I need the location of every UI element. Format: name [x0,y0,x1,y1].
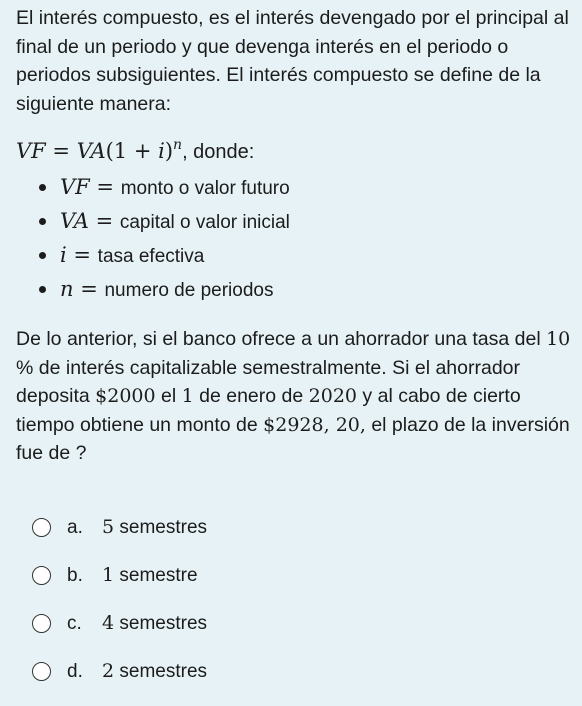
option-letter: d. [67,660,83,682]
question-part: y al cabo de cierto tiempo obtiene un monto de [16,385,521,436]
option-value: 1 [102,564,115,586]
question-day: 1 [181,385,194,407]
option-value: 5 [102,516,115,538]
formula-suffix: , donde: [182,141,255,163]
formula-lhs: VF [16,139,46,163]
question-deposit: $2000 [95,385,156,407]
radio-button-icon[interactable] [32,518,51,537]
definitions-list [16,171,572,307]
radio-button-icon[interactable] [32,566,51,585]
definition-symbol: VA [60,209,89,233]
formula-paren-open: (1 + [105,139,159,163]
option-letter: c. [67,612,82,634]
question-part: el plazo de la inversión fue de ? [16,413,570,464]
question-text [16,325,572,468]
definition-text: capital o valor inicial [119,212,290,233]
question-amount: $2928, 20, [263,413,366,436]
compound-interest-formula [16,130,572,167]
formula-paren-close: ) [164,139,174,163]
option-b[interactable] [32,552,572,600]
definition-text: monto o valor futuro [120,178,290,199]
bullet-icon [39,218,46,225]
formula-va: VA [76,139,106,163]
option-text: semestres [114,517,208,538]
definition-symbol: VF [60,175,90,199]
radio-button-icon[interactable] [32,662,51,681]
formula-math [16,139,182,163]
option-d[interactable] [32,648,572,696]
definition-equals: = [89,175,121,199]
formula-exponent: n [173,137,183,153]
formula-equals: = [45,139,77,163]
option-value: 4 [102,612,115,634]
question-part: De lo anterior, si el banco ofrece a un ahorrador una tasa del [16,328,547,350]
definition-item [60,205,572,239]
option-letter: a. [67,516,83,538]
definition-item [60,171,572,205]
option-c[interactable] [32,600,572,648]
option-text: semestres [114,661,208,682]
option-label [102,564,198,587]
definition-text: numero de periodos [104,280,274,301]
definition-item [60,273,572,307]
definition-equals: = [66,243,98,267]
option-a[interactable] [32,504,572,552]
question-year: 2020 [308,385,358,407]
option-text: semestres [114,613,208,634]
question-rate: 10 [546,328,571,350]
definition-symbol: i [60,243,67,267]
definition-text: tasa efectiva [97,246,205,267]
definition-equals: = [88,209,120,233]
question-part: % de interés capitalizable semestralmente. Si el ahorrador deposita [16,356,521,407]
bullet-icon [39,184,46,191]
answer-options [16,504,572,696]
option-text: semestre [114,565,198,586]
option-label [102,612,207,635]
option-label [102,516,207,539]
question-part: el [155,385,182,407]
bullet-icon [39,286,46,293]
option-label [102,660,207,683]
intro-text: El interés compuesto, es el interés devengado por el principal al final de un periodo y que devenga interés en el periodo o periodos subsiguientes. El interés compuesto se define de la siguiente manera: [16,7,569,115]
formula-i: i [158,139,165,163]
question-part: de enero de [193,385,309,407]
definition-symbol: n [60,277,74,301]
option-value: 2 [102,660,115,682]
definition-item [60,239,572,273]
radio-button-icon[interactable] [32,614,51,633]
option-letter: b. [67,564,83,586]
bullet-icon [39,252,46,259]
definition-equals: = [73,277,105,301]
